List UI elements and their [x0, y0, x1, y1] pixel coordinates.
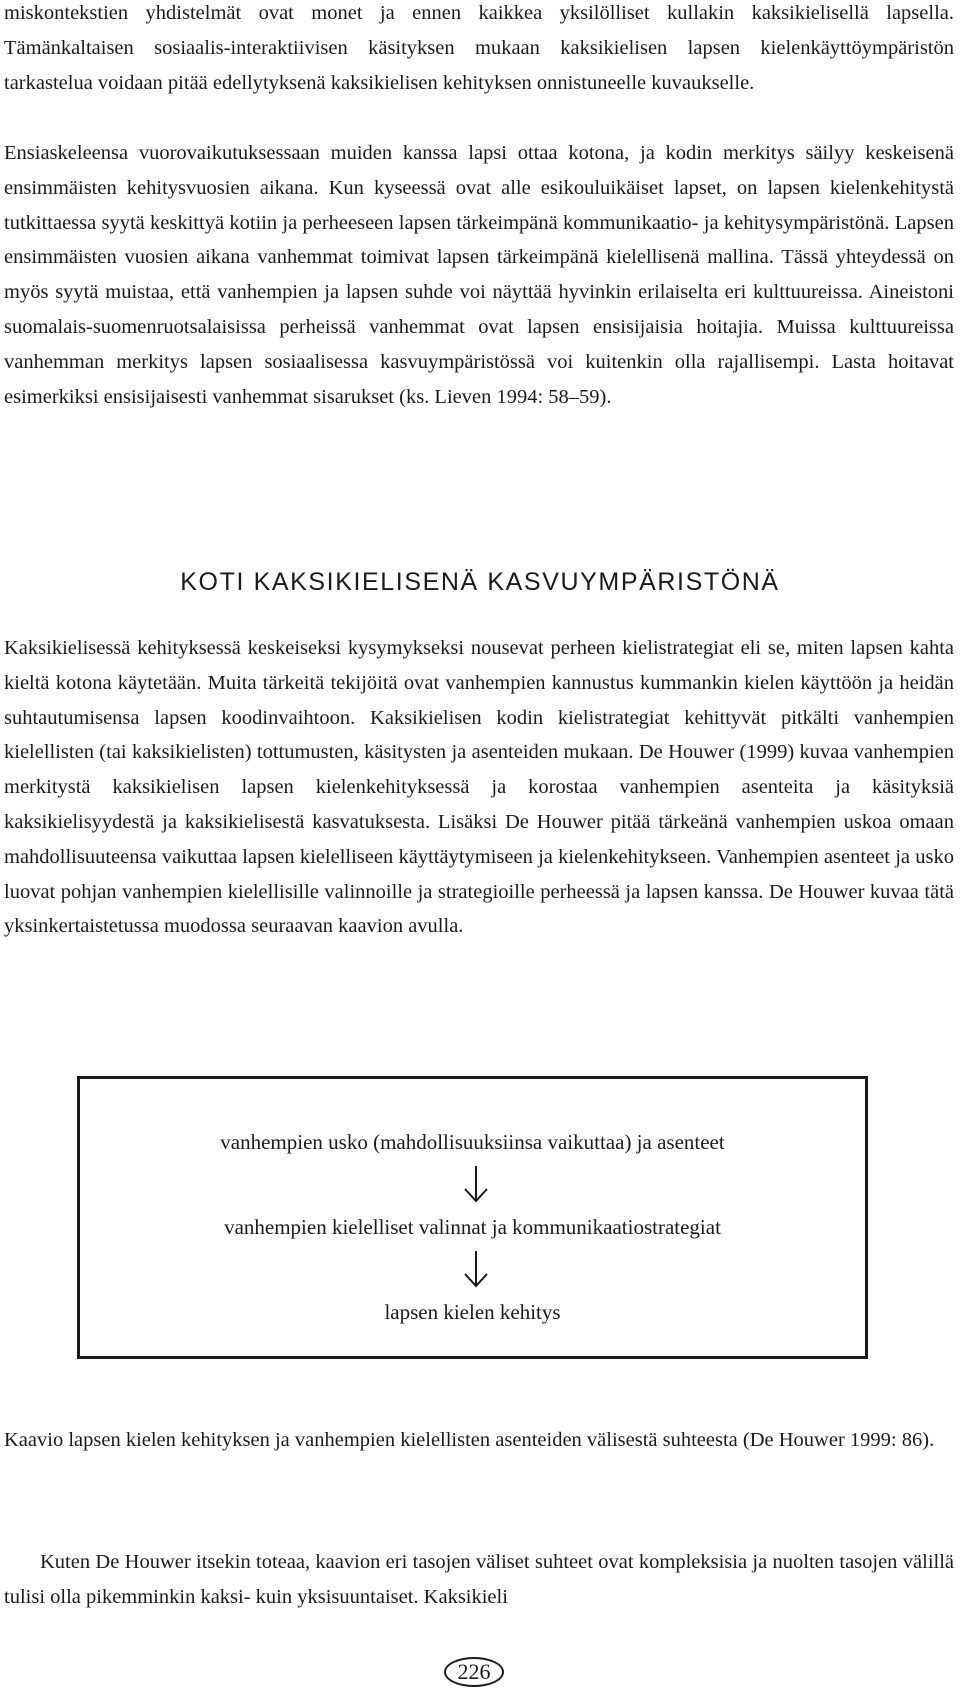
section-heading: KOTI KAKSIKIELISENÄ KASVUYMPÄRISTÖNÄ	[180, 568, 780, 596]
paragraph-intro: miskontekstien yhdistelmät ovat monet ja ennen kaikkea yksilölliset kullakin kaksikielisellä lapsella. Tämänkaltaisen sosiaalis-interaktiivisen käsityksen mukaan kaksikielisen lapsen kielenkäyttöympäristön tarkastelua voidaan pitää edellytyksenä kaksikielisen kehityksen onnistuneelle kuvaukselle.	[4, 2, 954, 94]
diagram-level-parent-beliefs: vanhempien usko (mahdollisuuksiinsa vaikuttaa) ja asenteet	[220, 1130, 725, 1154]
paragraph-home-environment: Ensiaskeleensa vuorovaikutuksessaan muiden kanssa lapsi ottaa kotona, ja kodin merkitys säilyy keskeisenä ensimmäisten kehitysvuosien aikana. Kun kyseessä ovat alle esikouluikäiset lapset, on lapsen kielenkehitystä tutkittaessa syytä keskittyä kotiin ja perheeseen lapsen tärkeimpänä kommunikaatio- ja kehitysympäristönä. Lapsen ensimmäisten vuosien aikana vanhemmat toimivat lapsen tärkeimpänä kielellisenä mallina. Tässä yhteydessä on myös syytä muistaa, että vanhempien ja lapsen suhde voi näyttää hyvinkin erilaiselta eri kulttuureissa. Aineistoni suomalais-suomenruotsalaisissa perheissä vanhemmat ovat lapsen ensisijaisia hoitajia. Muissa kulttuureissa vanhemman merkitys lapsen sosiaalisessa kasvuympäristössä voi kuitenkin olla rajallisempi. Lasta hoitavat esimerkiksi ensisijaisesti vanhemmat sisarukset (ks. Lieven 1994: 58–59).	[4, 142, 954, 408]
diagram-level-parent-choices: vanhempien kielelliset valinnat ja kommunikaatiostrategiat	[224, 1215, 721, 1239]
paragraph-language-strategies: Kaksikielisessä kehityksessä keskeiseksi kysymykseksi nousevat perheen kielistrategiat eli se, miten lapsen kahta kieltä kotona käytetään. Muita tärkeitä tekijöitä ovat vanhempien kannustus kummankin kielen käyttöön ja heidän suhtautumisensa lapsen koodinvaihtoon. Kaksikielisen kodin kielistrategiat kehittyvät pitkälti vanhempien kielellisten (tai kaksikielisten) tottumusten, käsitysten ja asenteiden mukaan. De Houwer (1999) kuvaa vanhempien merkitystä kaksikielisen lapsen kielenkehityksessä ja korostaa vanhempien asenteita ja käsityksiä kaksikielisyydestä ja kaksikielisestä kasvatuksesta. Lisäksi De Houwer pitää tärkeänä vanhempien uskoa omaan mahdollisuuteensa vaikuttaa lapsen kielelliseen käyttäytymiseen ja kielenkehitykseen. Vanhempien asenteet ja usko luovat pohjan vanhempien kielellisille valinnoille ja strategioille perheessä ja lapsen kanssa. De Houwer kuvaa tätä yksinkertaistetussa muodossa seuraavan kaavion avulla.	[4, 637, 954, 938]
language-development-diagram	[77, 1076, 868, 1359]
arrow-down-icon	[461, 1164, 491, 1204]
diagram-caption: Kaavio lapsen kielen kehityksen ja vanhempien kielellisten asenteiden välisestä suhteesta (De Houwer 1999: 86).	[4, 1429, 935, 1451]
paragraph-diagram-discussion: Kuten De Houwer itsekin toteaa, kaavion eri tasojen väliset suhteet ovat kompleksisia ja nuolten tasojen välillä tulisi olla pikemminkin kaksi- kuin yksisuuntaiset. Kaksikieli	[4, 1551, 954, 1608]
page-number: 226	[444, 1657, 504, 1687]
arrow-down-icon	[461, 1249, 491, 1289]
diagram-level-child-development: lapsen kielen kehitys	[384, 1300, 561, 1324]
